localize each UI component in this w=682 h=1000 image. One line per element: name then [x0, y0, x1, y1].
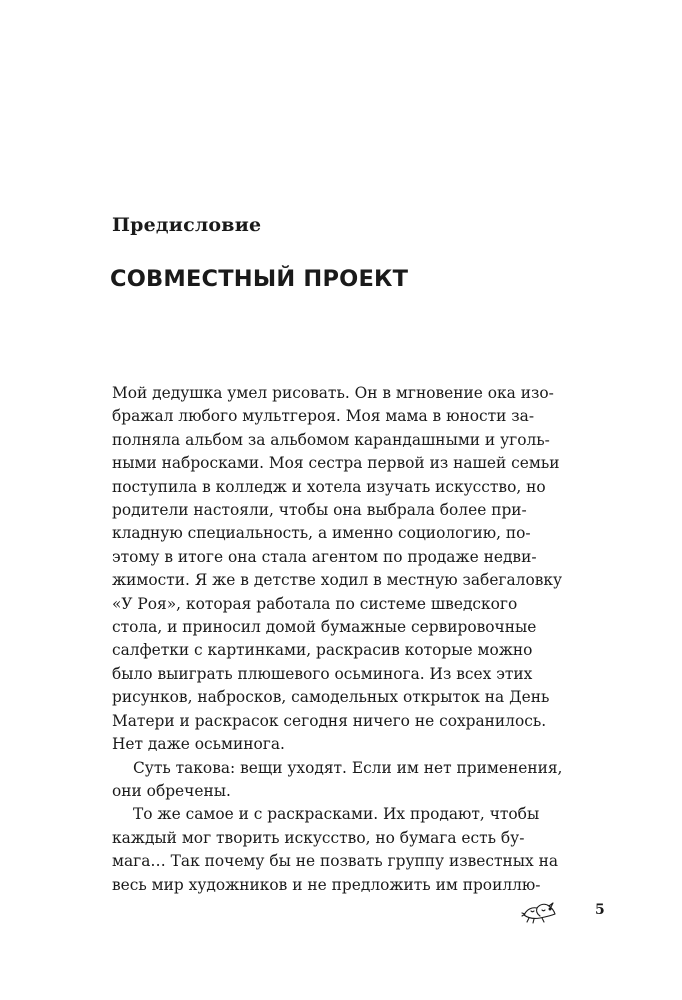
text-line: весь мир художников и не предложить им проиллю-	[112, 875, 541, 894]
paragraph	[112, 757, 563, 804]
paragraph	[112, 382, 563, 757]
text-line: этому в итоге она стала агентом по продаже недви-	[112, 547, 537, 566]
text-line: полняла альбом за альбомом карандашными и уголь-	[112, 430, 550, 449]
text-line: рисунков, набросков, самодельных открыток на День	[112, 688, 550, 707]
text-line: Матери и раскрасок сегодня ничего не сохранилось.	[112, 711, 547, 730]
text-line: «У Роя», которая работала по системе шведского	[112, 594, 518, 613]
text-line: Нет даже осьминога.	[112, 735, 285, 754]
text-line: бражал любого мультгероя. Моя мама в юности за-	[112, 407, 535, 426]
bird-ornament-icon	[520, 897, 558, 925]
text-line: ными набросками. Моя сестра первой из нашей семьи	[112, 454, 560, 473]
text-line: Мой дедушка умел рисовать. Он в мгновение ока изо-	[112, 384, 554, 402]
text-line: каждый мог творить искусство, но бумага есть бу-	[112, 828, 525, 847]
text-line: стола, и приносил домой бумажные сервировочные	[112, 618, 537, 637]
body-text	[112, 382, 563, 897]
text-line: было выиграть плюшевого осьминога. Из всех этих	[112, 664, 533, 683]
page-number: 5	[595, 902, 605, 918]
text-line: жимости. Я же в детстве ходил в местную забегаловку	[112, 571, 563, 590]
text-line: поступила в колледж и хотела изучать искусство, но	[112, 477, 546, 496]
chapter-kicker: Предисловие	[112, 214, 262, 236]
chapter-title: СОВМЕСТНЫЙ ПРОЕКТ	[110, 266, 409, 292]
text-line: родители настояли, чтобы она выбрала более при-	[112, 501, 527, 520]
text-line: То же самое и с раскрасками. Их продают, чтобы	[133, 805, 540, 824]
text-line: кладную специальность, а именно социологию, по-	[112, 524, 531, 543]
text-line: Суть такова: вещи уходят. Если им нет применения,	[133, 758, 563, 777]
text-line: салфетки с картинками, раскрасив которые можно	[112, 641, 533, 660]
paragraph	[112, 803, 559, 897]
text-line: мага… Так почему бы не позвать группу известных на	[112, 852, 559, 871]
text-line: они обречены.	[112, 781, 231, 800]
